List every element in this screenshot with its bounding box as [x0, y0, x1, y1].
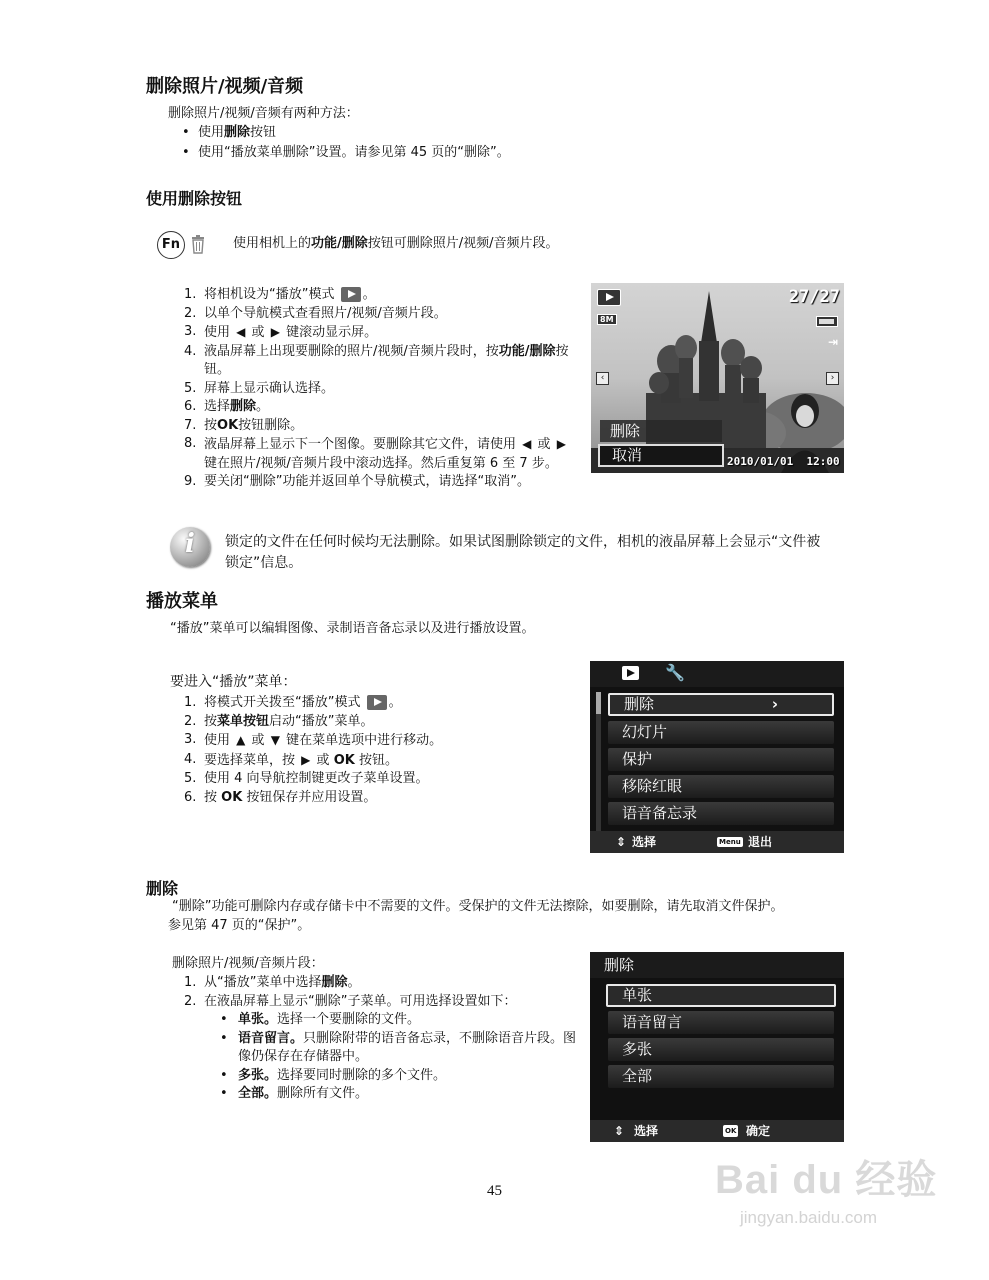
- fn-button-icon: Fn: [157, 231, 185, 259]
- sub-option-item: • 全部。删除所有文件。: [220, 1086, 369, 1101]
- baidu-jingyan-url: jingyan.baidu.com: [740, 1208, 878, 1227]
- step-item: 6. 选择删除。: [184, 399, 270, 414]
- section1-bullets: [176, 123, 510, 163]
- step-item: 2. 按菜单按钮启动“播放”菜单。: [184, 713, 374, 729]
- step-item: 6. 按 OK 按钮保存并应用设置。: [184, 789, 377, 805]
- footer-exit-label: 退出: [748, 835, 773, 849]
- submenu-header: 删除: [590, 952, 844, 978]
- submenu-footer: [590, 1120, 844, 1142]
- submenu-item-voice[interactable]: 语音留言: [608, 1011, 834, 1034]
- trash-icon: [190, 234, 206, 254]
- delete-sub-options: [218, 1011, 583, 1104]
- ok-key-icon: OK: [725, 1127, 737, 1135]
- menu-item-slideshow[interactable]: 幻灯片: [608, 721, 834, 744]
- step-item: 1. 将相机设为“播放”模式 。: [184, 287, 376, 302]
- footer-confirm-label: 确定: [746, 1124, 771, 1138]
- step-item: 3. 使用 ◀ 或 ▶ 键滚动显示屏。: [184, 324, 378, 340]
- delete-submenu-screen: [590, 952, 844, 1142]
- delete-button-steps: [184, 286, 579, 492]
- section1-intro: 删除照片/视频/音频有两种方法：: [168, 106, 359, 121]
- info-note-icon: i: [170, 527, 210, 567]
- confirm-delete-option[interactable]: 删除: [600, 420, 722, 442]
- step-item: 3. 使用 ▲ 或 ▼ 键在菜单选项中进行移动。: [184, 732, 443, 748]
- updown-icon: ⇕: [614, 1124, 625, 1138]
- baidu-jingyan-logo: Bai du 经验: [715, 1158, 938, 1202]
- playback-menu-intro: “播放”菜单可以编辑图像、录制语音备忘录以及进行播放设置。: [170, 621, 535, 636]
- step-item: 7. 按OK按钮删除。: [184, 417, 304, 433]
- step-item: 1. 将模式开关拨至“播放”模式 。: [184, 695, 402, 710]
- bullet-item: • 使用“播放菜单删除”设置。请参见第 45 页的“删除”。: [176, 143, 510, 163]
- step-item: 2. 以单个导航模式查看照片/视频/音频片段。: [184, 305, 447, 321]
- image-counter: 27/27: [788, 287, 840, 307]
- image-size-icon: 8M: [597, 314, 617, 325]
- play-mode-icon: [367, 695, 387, 710]
- delete-lead: 删除照片/视频/音频片段：: [172, 956, 324, 971]
- up-arrow-icon: ▲: [236, 733, 246, 747]
- locked-file-note: 锁定的文件在任何时候均无法删除。如果试图删除锁定的文件，相机的液晶屏幕上会显示“文件被锁定”信息。: [225, 534, 821, 571]
- left-arrow-icon: ◀: [522, 437, 532, 451]
- sub-option-item: • 语音留言。只删除附带的语音备忘录，不删除语音片段。图像仍保存在存储器中。: [220, 1030, 577, 1064]
- down-arrow-icon: ▼: [270, 733, 280, 747]
- submenu-item-single[interactable]: 单张: [606, 984, 836, 1007]
- step-item: 2. 在液晶屏幕上显示“删除”子菜单。可用选择设置如下：: [184, 993, 517, 1009]
- menu-footer: [590, 831, 844, 853]
- right-arrow-icon: ▶: [556, 437, 566, 451]
- step-item: 4. 液晶屏幕上出现要删除的照片/视频/音频片段时，按功能/删除按钮。: [184, 343, 569, 377]
- left-arrow-icon: ◀: [236, 325, 246, 339]
- menu-scrollbar[interactable]: [596, 692, 601, 832]
- section-title-delete-photo: 删除照片/视频/音频: [146, 76, 304, 97]
- date-time-stamp: 2010/01/01 12:00: [727, 455, 840, 468]
- enter-playback-lead: 要进入“播放”菜单：: [170, 674, 297, 690]
- play-mode-icon: [341, 287, 361, 302]
- battery-icon: [816, 316, 838, 327]
- menu-item-protect[interactable]: 保护: [608, 748, 834, 771]
- playback-menu-screen: [590, 661, 844, 853]
- menu-item-delete[interactable]: 删除 ›: [608, 693, 834, 716]
- submenu-item-multi[interactable]: 多张: [608, 1038, 834, 1061]
- play-tab-icon[interactable]: [622, 666, 639, 680]
- section-title-delete: 删除: [146, 879, 179, 898]
- menu-key-icon: Menu: [719, 838, 741, 846]
- step-item: 5. 使用 4 向导航控制键更改子菜单设置。: [184, 771, 429, 786]
- section-title-delete-button: 使用删除按钮: [146, 189, 243, 208]
- camera-playback-screen: [591, 283, 844, 473]
- playback-menu-steps: [184, 694, 579, 807]
- play-mode-icon: [597, 289, 621, 306]
- chevron-right-icon: ›: [771, 695, 778, 713]
- section-title-playback-menu: 播放菜单: [146, 591, 218, 612]
- right-arrow-icon: ▶: [301, 752, 311, 767]
- step-item: 5. 屏幕上显示确认选择。: [184, 380, 335, 396]
- scroll-right-icon: ›: [826, 372, 839, 385]
- step-item: 1. 从“播放”菜单中选择删除。: [184, 975, 361, 990]
- step-item: 4. 要选择菜单，按 ▶ 或 OK 按钮。: [184, 751, 398, 768]
- bullet-item: • 使用删除按钮: [176, 123, 510, 143]
- footer-select-label: 选择: [634, 1124, 659, 1138]
- delete-steps: [184, 974, 579, 1011]
- menu-header: [590, 661, 844, 687]
- submenu-item-all[interactable]: 全部: [608, 1065, 834, 1088]
- step-item: 9. 要关闭“删除”功能并返回单个导航模式，请选择“取消”。: [184, 474, 530, 489]
- delete-intro-line2: 参见第 47 页的“保护”。: [168, 918, 311, 933]
- menu-item-voice-memo[interactable]: 语音备忘录: [608, 802, 834, 825]
- protect-exit-icon: ⇥: [827, 335, 838, 349]
- menu-item-red-eye[interactable]: 移除红眼: [608, 775, 834, 798]
- page-number: 45: [487, 1183, 502, 1199]
- sub-option-item: • 单张。选择一个要删除的文件。: [220, 1012, 421, 1027]
- step-item: 8. 液晶屏幕上显示下一个图像。要删除其它文件，请使用 ◀ 或 ▶ 键在照片/视频/音频片段中滚动选择。然后重复第 6 至 7 步。: [184, 436, 566, 471]
- scroll-left-icon: ‹: [596, 372, 609, 385]
- delete-intro-line1: “删除”功能可删除内存或存储卡中不需要的文件。受保护的文件无法擦除，如要删除，请先取消文件保护。: [172, 899, 784, 914]
- confirm-cancel-option[interactable]: 取消: [598, 444, 724, 467]
- sub-option-item: • 多张。选择要同时删除的多个文件。: [220, 1067, 447, 1083]
- delete-button-description: 使用相机上的功能/删除按钮可删除照片/视频/音频片段。: [233, 236, 559, 251]
- footer-select-label: 选择: [632, 835, 657, 849]
- right-arrow-icon: ▶: [270, 325, 280, 339]
- wrench-tab-icon[interactable]: 🔧: [665, 663, 685, 682]
- updown-icon: ⇕: [616, 835, 627, 849]
